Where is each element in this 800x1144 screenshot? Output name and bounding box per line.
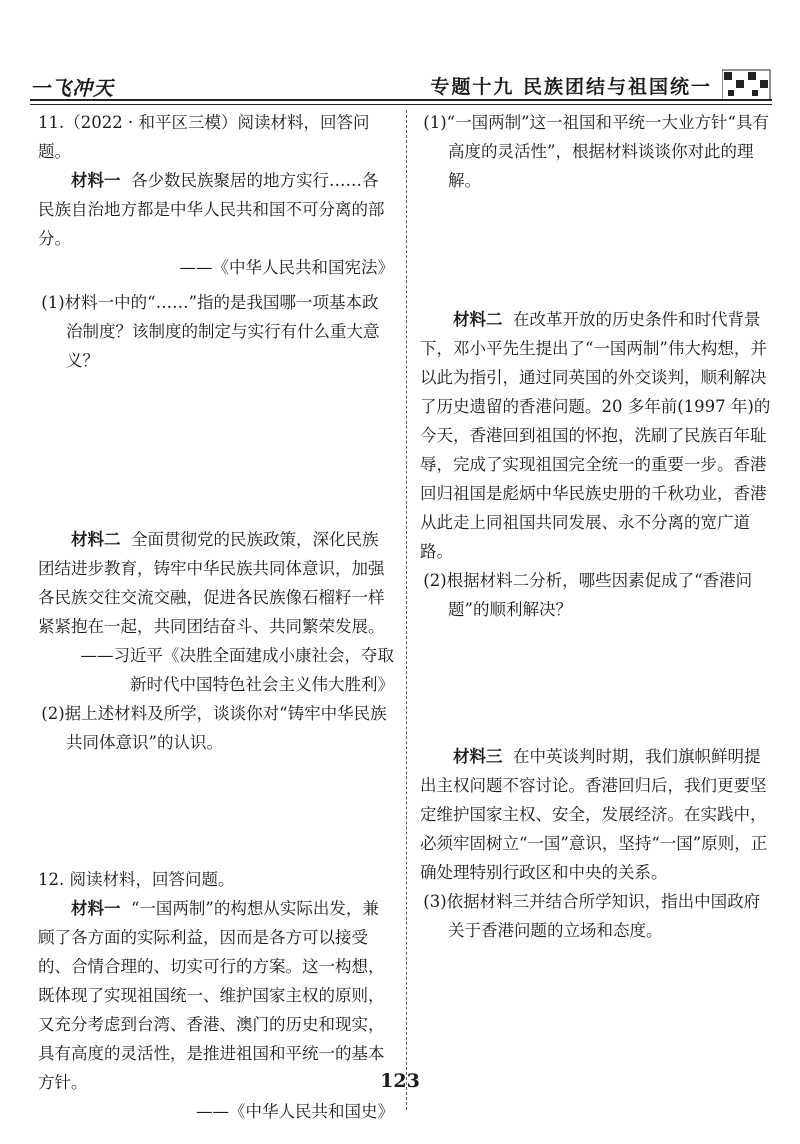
- material-label: 材料一: [71, 171, 121, 190]
- material-label: 材料二: [71, 530, 121, 549]
- answer-space: [420, 624, 772, 742]
- question-12-2: (2)根据材料二分析，哪些因素促成了“香港问题”的顺利解决？: [423, 571, 753, 619]
- material-text: 在中英谈判时期，我们旗帜鲜明提出主权问题不容讨论。香港回归后，我们更要坚定维护国家主权、安全，发展经济。在实践中，必须牢固树立“一国”意识，坚持“一国”原则，正确处理特别行政区和中央的关系。: [420, 747, 768, 882]
- material-1: [38, 166, 394, 253]
- material-source: ——《中华人民共和国宪法》: [179, 258, 394, 277]
- material-text: 全面贯彻党的民族政策，深化民族团结进步教育，铸牢中华民族共同体意识，加强各民族交往交流交融，促进各民族像石榴籽一样紧紧抱在一起，共同团结奋斗、共同繁荣发展。: [38, 530, 385, 636]
- column-divider: [406, 110, 407, 1110]
- header-rule-thin: [30, 104, 772, 105]
- question-11-title: 11.（2022 · 和平区三模）阅读材料，回答问题。: [38, 113, 370, 161]
- material-12-3: [420, 742, 772, 887]
- answer-space: [38, 375, 394, 525]
- answer-space: [38, 757, 394, 865]
- question-12-title: 12. 阅读材料，回答问题。: [38, 870, 235, 889]
- page-number: 123: [380, 1070, 420, 1092]
- material-label: 材料一: [71, 899, 121, 918]
- page-header: [30, 66, 772, 106]
- material-label: 材料三: [453, 747, 503, 766]
- material-12-2: [420, 305, 772, 566]
- question-11-2: (2)据上述材料及所学，谈谈你对“铸牢中华民族共同体意识”的认识。: [41, 704, 387, 752]
- material-text: 在改革开放的历史条件和时代背景下，邓小平先生提出了“一国两制”伟大构想，并以此为指引，通过同英国的外交谈判，顺利解决了历史遗留的香港问题。20 多年前(1997 年)的今天，香港回到祖国的怀抱，洗刷了民族百年耻辱，完成了实现祖国完全统一的重要一步。香港回归祖国是彪炳中华民族史册的千秋功业，香港从此走上同祖国共同发展、永不分离的宽广道路。: [420, 310, 771, 561]
- material-12-1: [38, 894, 394, 1097]
- question-12-1: (1)“一国两制”这一祖国和平统一大业方针“具有高度的灵活性”，根据材料谈谈你对此的理解。: [423, 113, 769, 190]
- question-11-1: (1)材料一中的“……”指的是我国哪一项基本政治制度？该制度的制定与实行有什么重大意义？: [41, 293, 380, 370]
- right-column: [420, 108, 772, 945]
- brand-title: 一飞冲天: [30, 76, 114, 100]
- header-rule: [30, 99, 772, 101]
- material-text: 各少数民族聚居的地方实行……各民族自治地方都是中华人民共和国不可分离的部分。: [38, 171, 385, 248]
- topic-title: 专题十九 民族团结与祖国统一: [430, 76, 712, 98]
- material-text: “一国两制”的构想从实际出发，兼顾了各方面的实际利益，因而是各方可以接受的、合情合理的、切实可行的方案。这一构想，既体现了实现祖国统一、维护国家主权的原则，又充分考虑到台湾、香港、澳门的历史和现实，具有高度的灵活性，是推进祖国和平统一的基本方针。: [38, 899, 385, 1092]
- question-12-3: (3)依据材料三并结合所学知识，指出中国政府关于香港问题的立场和态度。: [423, 892, 761, 940]
- material-source: ——习近平《决胜全面建成小康社会，夺取新时代中国特色社会主义伟大胜利》: [80, 646, 394, 694]
- material-label: 材料二: [453, 310, 503, 329]
- material-source: ——《中华人民共和国史》: [196, 1102, 394, 1121]
- material-2: [38, 525, 394, 641]
- left-column: [38, 108, 394, 1126]
- checker-decoration-icon: [722, 68, 772, 102]
- answer-space: [420, 195, 772, 305]
